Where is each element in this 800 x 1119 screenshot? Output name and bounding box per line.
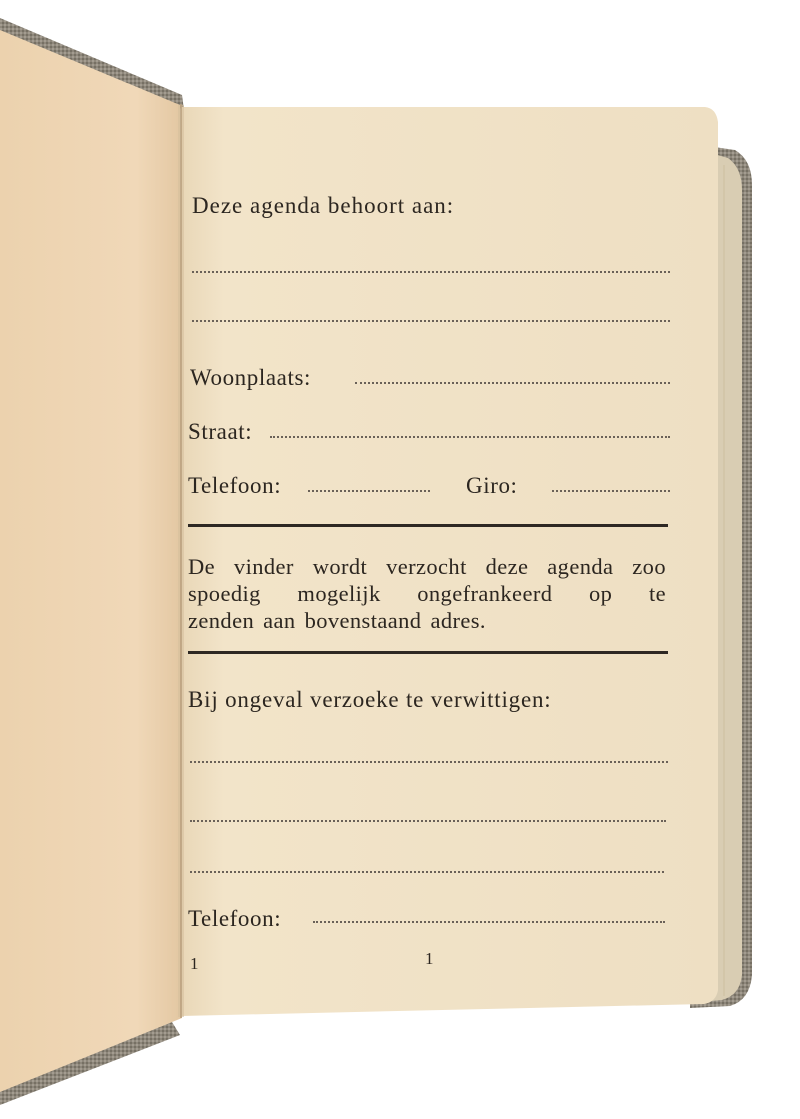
emergency-line-3 (190, 871, 664, 873)
finder-notice-line-3: zenden aan bovenstaand adres. (188, 608, 486, 633)
emergency-phone-label: Telefoon: (188, 906, 282, 931)
page-number-left: 1 (190, 954, 199, 973)
emergency-line-2 (190, 820, 666, 822)
page-number-center: 1 (425, 949, 434, 968)
owner-label: Deze agenda behoort aan: (192, 193, 455, 218)
divider-top (188, 524, 668, 527)
residence-line (355, 382, 670, 384)
emergency-label: Bij ongeval verzoeke te verwittigen: (188, 687, 552, 712)
giro-line (552, 490, 670, 492)
divider-bottom (188, 651, 668, 654)
phone-label: Telefoon: (188, 473, 282, 498)
owner-line-2 (192, 320, 670, 322)
phone-line (308, 490, 430, 492)
emergency-phone-line (313, 921, 665, 923)
finder-notice (188, 553, 666, 634)
finder-notice-line-1: De vinder wordt verzocht deze agenda zoo (188, 554, 666, 579)
finder-notice-line-2: spoedig mogelijk ongefrankeerd op te (188, 581, 666, 606)
street-label: Straat: (188, 419, 253, 444)
emergency-line-1 (190, 761, 668, 763)
owner-line-1 (192, 271, 670, 273)
street-line (270, 436, 670, 438)
giro-label: Giro: (466, 473, 518, 498)
residence-label: Woonplaats: (190, 365, 312, 390)
